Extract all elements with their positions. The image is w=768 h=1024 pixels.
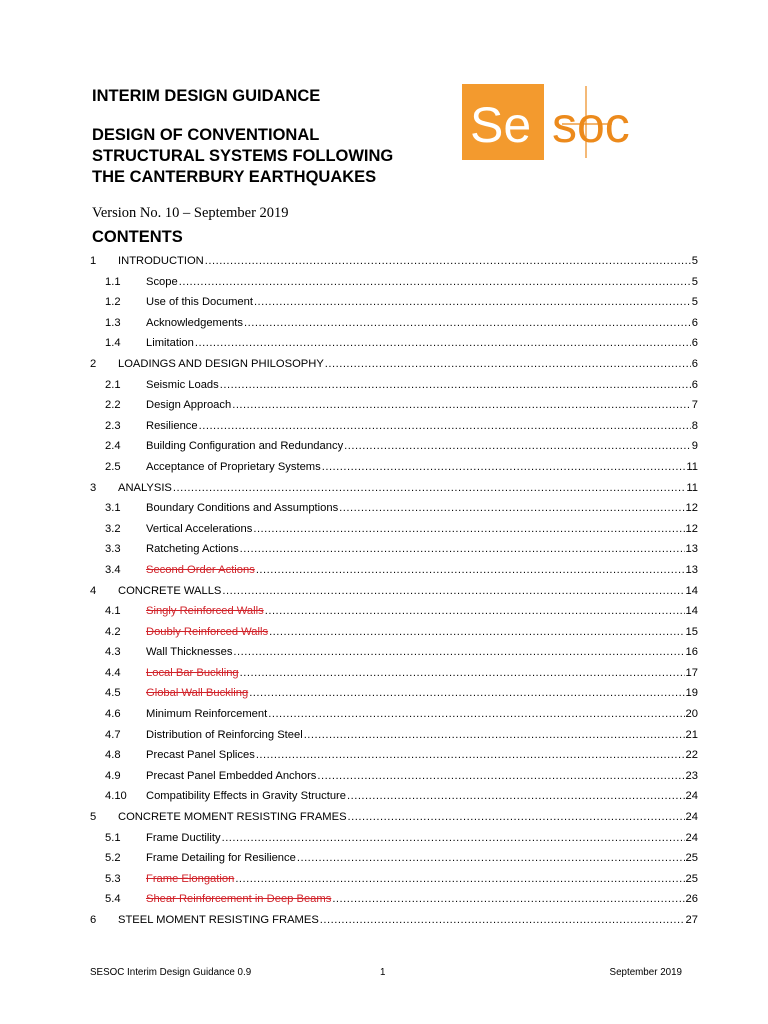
toc-entry-page: 24 bbox=[685, 811, 698, 824]
dot-leader bbox=[256, 560, 685, 581]
toc-entry-number: 5.1 bbox=[105, 831, 121, 844]
toc-entry-page: 14 bbox=[685, 605, 698, 618]
dot-leader bbox=[322, 457, 686, 478]
dot-leader bbox=[173, 478, 685, 499]
toc-entry-title-struck: Doubly Reinforced Walls bbox=[146, 625, 269, 638]
dot-leader bbox=[265, 601, 685, 622]
toc-entry-page: 13 bbox=[685, 543, 698, 556]
toc-entry-title: Frame Ductility bbox=[146, 831, 221, 844]
dot-leader bbox=[249, 683, 684, 704]
toc-entry-title: Acceptance of Proprietary Systems bbox=[146, 460, 321, 473]
toc-entry-page: 11 bbox=[686, 481, 698, 494]
toc-entry-page: 27 bbox=[685, 914, 698, 926]
toc-entry-number: 4.6 bbox=[105, 708, 121, 721]
toc-entry-page: 19 bbox=[685, 687, 698, 700]
toc-entry-number: 2.5 bbox=[105, 460, 121, 473]
toc-entry-number: 4 bbox=[90, 584, 97, 597]
toc-entry-page: 6 bbox=[691, 357, 698, 370]
page-footer bbox=[90, 967, 682, 983]
document-subtitle bbox=[92, 125, 452, 188]
toc-entry[interactable] bbox=[90, 807, 698, 828]
dot-leader bbox=[325, 354, 691, 375]
toc-entry[interactable] bbox=[90, 663, 698, 684]
toc-entry-title: Boundary Conditions and Assumptions bbox=[146, 502, 339, 515]
logo-text-left: Se bbox=[470, 97, 532, 153]
toc-entry-title: LOADINGS AND DESIGN PHILOSOPHY bbox=[118, 357, 324, 370]
dot-leader bbox=[205, 251, 691, 272]
toc-entry-number: 4.1 bbox=[105, 605, 121, 618]
dot-leader bbox=[297, 848, 685, 869]
toc-entry[interactable] bbox=[90, 272, 698, 293]
toc-entry-number: 2.1 bbox=[105, 378, 121, 391]
toc-entry-title: Ratcheting Actions bbox=[146, 543, 239, 556]
toc-entry[interactable] bbox=[90, 416, 698, 437]
toc-entry-title: ANALYSIS bbox=[118, 481, 172, 494]
toc-entry[interactable] bbox=[90, 601, 698, 622]
dot-leader bbox=[222, 581, 684, 602]
toc-entry-number: 2.2 bbox=[105, 399, 121, 412]
toc-entry-title-struck: Shear Reinforcement in Deep Beams bbox=[146, 893, 332, 906]
toc-entry-page: 11 bbox=[686, 460, 698, 473]
toc-entry[interactable] bbox=[90, 333, 698, 354]
toc-entry-number: 1 bbox=[90, 255, 97, 267]
sesoc-logo bbox=[462, 84, 680, 160]
toc-entry[interactable] bbox=[90, 292, 698, 313]
toc-entry-title: Minimum Reinforcement bbox=[146, 708, 268, 721]
dot-leader bbox=[235, 869, 684, 890]
toc-entry-title: Resilience bbox=[146, 419, 198, 432]
dot-leader bbox=[332, 889, 684, 910]
toc-entry-page: 5 bbox=[691, 255, 698, 267]
toc-entry-number: 4.8 bbox=[105, 749, 121, 762]
toc-entry-number: 2.3 bbox=[105, 419, 121, 432]
toc-entry[interactable] bbox=[90, 498, 698, 519]
toc-entry-number: 4.3 bbox=[105, 646, 121, 659]
document-title: INTERIM DESIGN GUIDANCE bbox=[92, 87, 321, 105]
version-line: Version No. 10 – September 2019 bbox=[92, 205, 289, 221]
toc-entry-number: 1.1 bbox=[105, 275, 121, 288]
toc-entry-page: 21 bbox=[685, 728, 698, 741]
toc-entry[interactable] bbox=[90, 642, 698, 663]
toc-entry[interactable] bbox=[90, 519, 698, 540]
toc-entry-page: 9 bbox=[691, 440, 698, 453]
toc-entry[interactable] bbox=[90, 539, 698, 560]
dot-leader bbox=[240, 663, 685, 684]
toc-entry-page: 5 bbox=[691, 296, 698, 309]
toc-entry-number: 4.9 bbox=[105, 769, 121, 782]
toc-entry-title-struck: Local Bar Buckling bbox=[146, 666, 239, 679]
toc-entry-title: Vertical Accelerations bbox=[146, 522, 253, 535]
toc-entry[interactable] bbox=[90, 745, 698, 766]
subtitle-line: DESIGN OF CONVENTIONAL bbox=[92, 126, 320, 144]
toc-entry-page: 15 bbox=[685, 625, 698, 638]
toc-entry-title: STEEL MOMENT RESISTING FRAMES bbox=[118, 914, 319, 926]
toc-entry[interactable] bbox=[90, 395, 698, 416]
toc-entry[interactable] bbox=[90, 766, 698, 787]
toc-entry-title: Precast Panel Splices bbox=[146, 749, 255, 762]
toc-entry-page: 26 bbox=[685, 893, 698, 906]
toc-entry-page: 6 bbox=[691, 378, 698, 391]
dot-leader bbox=[348, 807, 685, 828]
dot-leader bbox=[269, 622, 684, 643]
footer-document-name: SESOC Interim Design Guidance 0.9 bbox=[90, 967, 252, 978]
subtitle-line: STRUCTURAL SYSTEMS FOLLOWING bbox=[92, 147, 394, 165]
footer-date: September 2019 bbox=[609, 967, 682, 978]
toc-entry[interactable] bbox=[90, 828, 698, 849]
contents-heading: CONTENTS bbox=[92, 228, 183, 246]
toc-entry-page: 12 bbox=[685, 522, 698, 535]
subtitle-line: THE CANTERBURY EARTHQUAKES bbox=[92, 168, 377, 186]
toc-entry-number: 4.2 bbox=[105, 625, 121, 638]
toc-entry-title: Design Approach bbox=[146, 399, 232, 412]
toc-entry-number: 3.4 bbox=[105, 563, 121, 576]
dot-leader bbox=[253, 519, 684, 540]
table-of-contents bbox=[90, 251, 698, 931]
toc-entry[interactable] bbox=[90, 848, 698, 869]
toc-entry[interactable] bbox=[90, 869, 698, 890]
toc-entry-number: 4.5 bbox=[105, 687, 121, 700]
dot-leader bbox=[232, 395, 691, 416]
dot-leader bbox=[268, 704, 684, 725]
dot-leader bbox=[304, 725, 685, 746]
toc-entry-page: 5 bbox=[691, 275, 698, 288]
toc-entry-page: 23 bbox=[685, 769, 698, 782]
toc-entry[interactable] bbox=[90, 457, 698, 478]
toc-entry-number: 6 bbox=[90, 914, 97, 926]
toc-entry-title-struck: Singly Reinforced Walls bbox=[146, 605, 264, 618]
toc-entry[interactable] bbox=[90, 581, 698, 602]
dot-leader bbox=[254, 292, 691, 313]
toc-entry-title: Frame Detailing for Resilience bbox=[146, 852, 296, 865]
toc-entry[interactable] bbox=[90, 478, 698, 499]
dot-leader bbox=[244, 313, 691, 334]
toc-entry-page: 20 bbox=[685, 708, 698, 721]
toc-entry-title-struck: Frame Elongation bbox=[146, 872, 235, 885]
dot-leader bbox=[233, 642, 684, 663]
toc-entry[interactable] bbox=[90, 786, 698, 807]
toc-entry-page: 8 bbox=[691, 419, 698, 432]
toc-entry-title: CONCRETE WALLS bbox=[118, 584, 222, 597]
dot-leader bbox=[222, 828, 685, 849]
toc-entry-number: 1.3 bbox=[105, 316, 121, 329]
toc-entry[interactable] bbox=[90, 910, 698, 931]
toc-entry-page: 7 bbox=[691, 399, 698, 412]
toc-entry-title: INTRODUCTION bbox=[118, 255, 204, 267]
dot-leader bbox=[195, 333, 691, 354]
toc-entry-title-struck: Global Wall Buckling bbox=[146, 687, 249, 700]
toc-entry-number: 4.10 bbox=[105, 790, 127, 803]
toc-entry-number: 2 bbox=[90, 357, 97, 370]
toc-entry[interactable] bbox=[90, 560, 698, 581]
toc-entry-number: 3.1 bbox=[105, 502, 121, 515]
toc-entry-title: Seismic Loads bbox=[146, 378, 219, 391]
toc-entry-number: 1.4 bbox=[105, 337, 121, 350]
toc-entry-number: 5 bbox=[90, 811, 97, 824]
toc-entry-page: 13 bbox=[685, 563, 698, 576]
toc-entry-number: 2.4 bbox=[105, 440, 121, 453]
toc-entry-title: Precast Panel Embedded Anchors bbox=[146, 769, 317, 782]
dot-leader bbox=[256, 745, 685, 766]
toc-entry-title: Building Configuration and Redundancy bbox=[146, 440, 344, 453]
footer-page-number: 1 bbox=[380, 967, 386, 978]
toc-entry-title-struck: Second Order Actions bbox=[146, 563, 255, 576]
toc-entry-number: 3.3 bbox=[105, 543, 121, 556]
toc-entry-number: 3.2 bbox=[105, 522, 121, 535]
toc-entry-title: Compatibility Effects in Gravity Structure bbox=[146, 790, 346, 803]
toc-entry-page: 16 bbox=[685, 646, 698, 659]
toc-entry-title: Limitation bbox=[146, 337, 194, 350]
toc-entry[interactable] bbox=[90, 251, 698, 272]
toc-entry-number: 4.4 bbox=[105, 666, 121, 679]
dot-leader bbox=[339, 498, 684, 519]
toc-entry-page: 24 bbox=[685, 831, 698, 844]
toc-entry[interactable] bbox=[90, 436, 698, 457]
dot-leader bbox=[220, 375, 691, 396]
dot-leader bbox=[347, 786, 685, 807]
toc-entry[interactable] bbox=[90, 725, 698, 746]
sesoc-logo-graphic bbox=[462, 84, 680, 160]
toc-entry-title: CONCRETE MOMENT RESISTING FRAMES bbox=[118, 811, 347, 824]
toc-entry[interactable] bbox=[90, 313, 698, 334]
toc-entry[interactable] bbox=[90, 683, 698, 704]
toc-entry[interactable] bbox=[90, 354, 698, 375]
dot-leader bbox=[240, 539, 685, 560]
dot-leader bbox=[317, 766, 684, 787]
toc-entry-number: 5.3 bbox=[105, 872, 121, 885]
logo-text-right: soc bbox=[552, 97, 630, 153]
toc-entry-page: 17 bbox=[685, 666, 698, 679]
dot-leader bbox=[179, 272, 691, 293]
toc-entry[interactable] bbox=[90, 622, 698, 643]
toc-entry-title: Distribution of Reinforcing Steel bbox=[146, 728, 303, 741]
document-header bbox=[92, 86, 452, 188]
toc-entry[interactable] bbox=[90, 375, 698, 396]
toc-entry-number: 5.2 bbox=[105, 852, 121, 865]
toc-entry-page: 24 bbox=[685, 790, 698, 803]
toc-entry-number: 1.2 bbox=[105, 296, 121, 309]
dot-leader bbox=[199, 416, 691, 437]
toc-entry-title: Scope bbox=[146, 275, 178, 288]
toc-entry-page: 25 bbox=[685, 872, 698, 885]
toc-entry-page: 6 bbox=[691, 337, 698, 350]
toc-entry-number: 4.7 bbox=[105, 728, 121, 741]
toc-entry[interactable] bbox=[90, 889, 698, 910]
toc-entry[interactable] bbox=[90, 704, 698, 725]
toc-entry-page: 25 bbox=[685, 852, 698, 865]
toc-entry-title: Use of this Document bbox=[146, 296, 253, 309]
toc-entry-title: Acknowledgements bbox=[146, 316, 244, 329]
toc-entry-page: 12 bbox=[685, 502, 698, 515]
toc-entry-page: 6 bbox=[691, 316, 698, 329]
toc-entry-page: 14 bbox=[685, 584, 698, 597]
dot-leader bbox=[320, 910, 685, 931]
dot-leader bbox=[344, 436, 691, 457]
toc-entry-title: Wall Thicknesses bbox=[146, 646, 233, 659]
toc-entry-page: 22 bbox=[685, 749, 698, 762]
toc-entry-number: 5.4 bbox=[105, 893, 121, 906]
toc-entry-number: 3 bbox=[90, 481, 97, 494]
